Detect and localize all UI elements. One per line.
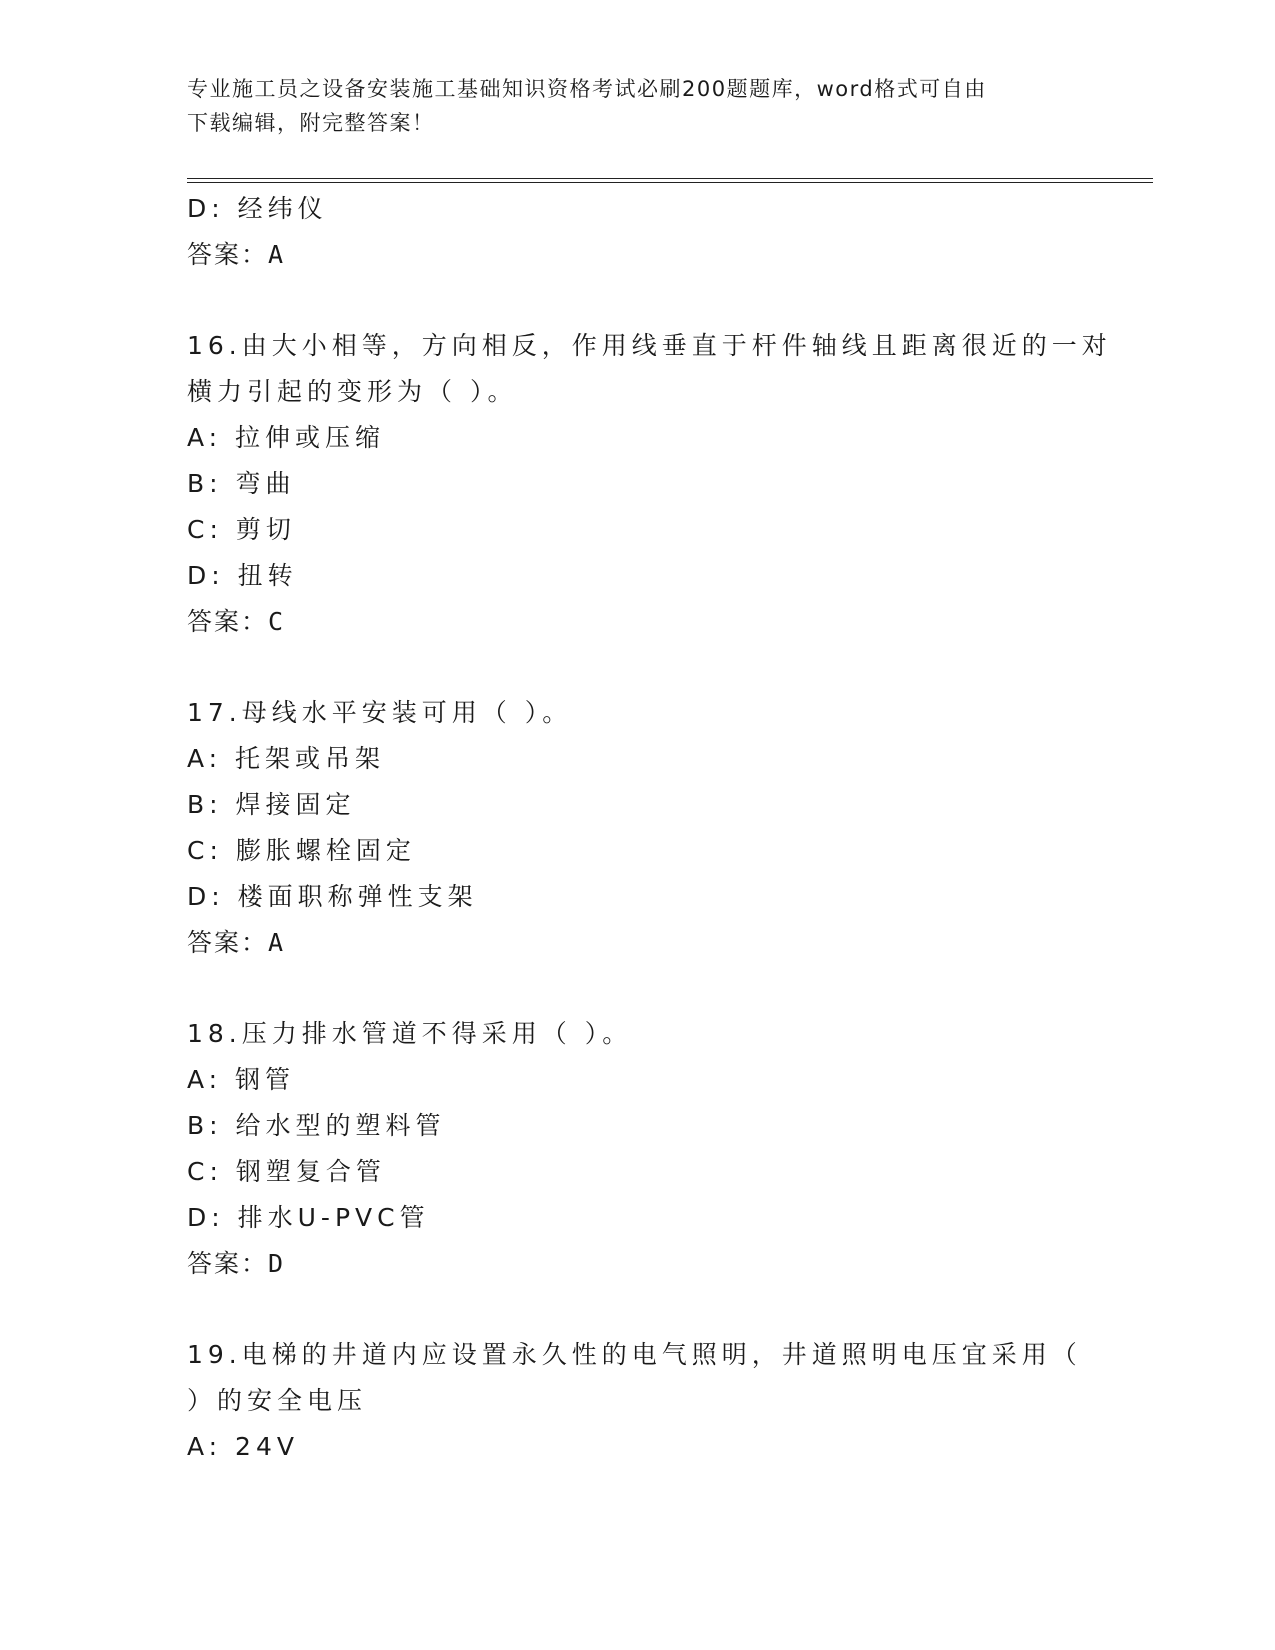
option-d: D: 楼面职称弹性支架 [187,882,478,911]
question-text-cont: ）的安全电压 [187,1386,368,1415]
option-b: B: 弯曲 [187,469,296,498]
prev-answer: 答案：A [187,240,286,269]
option-a: A: 钢管 [187,1065,296,1094]
prev-option-d: D: 经纬仪 [187,194,328,223]
header-divider-bottom [187,182,1153,183]
document-header [187,72,1087,140]
option-b: B: 焊接固定 [187,790,356,819]
option-a: A: 托架或吊架 [187,744,386,773]
option-d: D: 排水U-PVC管 [187,1203,430,1232]
question-list [187,186,1112,1470]
question-text-cont: 横力引起的变形为（ ）。 [187,377,518,406]
option-c: C: 膨胀螺栓固定 [187,836,416,865]
option-c: C: 钢塑复合管 [187,1157,386,1186]
question-19 [187,1332,1087,1470]
answer: 答案：C [187,607,286,636]
answer: 答案：D [187,1249,286,1278]
header-line-1: 专业施工员之设备安装施工基础知识资格考试必刷200题题库，word格式可自由 [187,77,987,101]
option-d: D: 扭转 [187,561,298,590]
question-text: 19.电梯的井道内应设置永久性的电气照明，井道照明电压宜采用（ [187,1340,1082,1369]
question-18 [187,1011,1087,1287]
header-divider-top [187,178,1153,179]
header-line-2: 下载编辑，附完整答案！ [187,111,435,135]
question-17 [187,690,1087,966]
question-text: 17.母线水平安装可用（ ）。 [187,698,573,727]
option-b: B: 给水型的塑料管 [187,1111,446,1140]
option-c: C: 剪切 [187,515,296,544]
option-a: A: 24V [187,1432,299,1461]
answer: 答案：A [187,928,286,957]
option-a: A: 拉伸或压缩 [187,423,386,452]
question-text: 16.由大小相等，方向相反，作用线垂直于杆件轴线且距离很近的一对 [187,331,1112,360]
question-text: 18.压力排水管道不得采用（ ）。 [187,1019,633,1048]
question-16 [187,323,1112,645]
